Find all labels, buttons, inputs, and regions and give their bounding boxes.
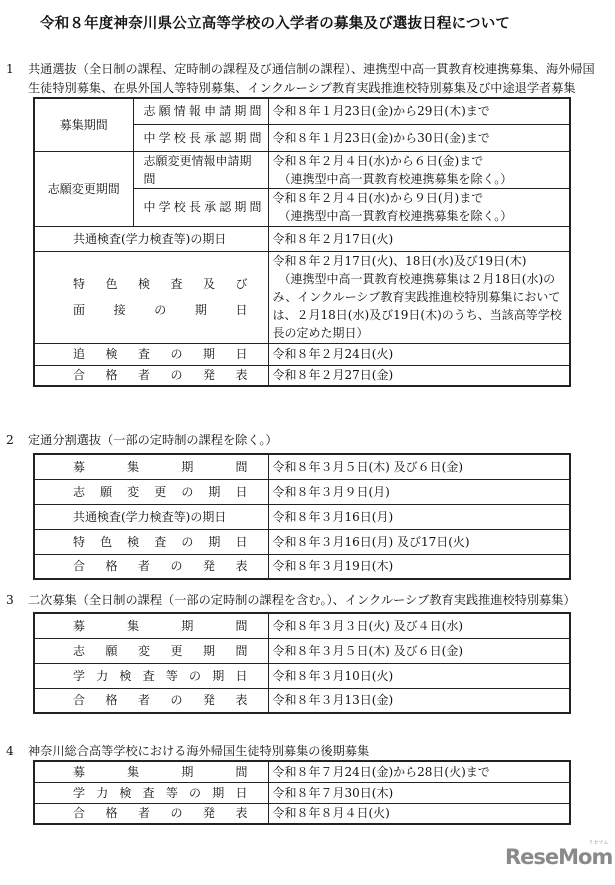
row-value: 令和８年３月５日(木) 及び６日(金) bbox=[268, 638, 570, 663]
row-label: 合格者の発表 bbox=[34, 554, 268, 579]
row-value: 令和８年１月23日(金)から29日(木)まで bbox=[268, 98, 570, 124]
row-value: 令和８年３月３日(火) 及び４日(水) bbox=[268, 613, 570, 638]
table-row bbox=[34, 479, 570, 504]
table-row bbox=[34, 226, 570, 251]
table-row bbox=[34, 638, 570, 663]
resemom-watermark-logo: リセマム ReseMom bbox=[505, 840, 613, 869]
table-row bbox=[34, 365, 570, 386]
section-1-table bbox=[33, 97, 571, 387]
row-value: 令和８年１月23日(金)から30日(金)まで bbox=[268, 124, 570, 151]
row-value: 令和８年２月４日(水)から９日(月)まで （連携型中高一貫教育校連携募集を除く。） bbox=[268, 188, 570, 226]
table-row bbox=[34, 688, 570, 713]
row-label: 志願変更期間 bbox=[34, 638, 268, 663]
row-value: 令和８年２月４日(水)から６日(金)まで （連携型中高一貫教育校連携募集を除く。） bbox=[268, 151, 570, 188]
row-label: 合格者の発表 bbox=[34, 365, 268, 386]
row-label: 志願変更情報申請期間 bbox=[133, 151, 268, 188]
row-value: 令和８年２月24日(火) bbox=[268, 343, 570, 365]
table-row bbox=[34, 98, 570, 124]
row-value: 令和８年３月16日(月) 及び17日(火) bbox=[268, 529, 570, 554]
row-label: 合格者の発表 bbox=[34, 803, 268, 824]
row-label: 学力検査等の期日 bbox=[34, 663, 268, 688]
section-2-heading: 2 定通分割選抜（一部の定時制の課程を除く。） bbox=[6, 433, 278, 447]
table-row bbox=[34, 504, 570, 529]
row-label: 共通検査(学力検査等)の期日 bbox=[34, 504, 268, 529]
row-value: 令和８年７月24日(金)から28日(火)まで bbox=[268, 761, 570, 782]
table-row bbox=[34, 803, 570, 824]
row-label: 学力検査等の期日 bbox=[34, 782, 268, 803]
row-value: 令和８年３月10日(火) bbox=[268, 663, 570, 688]
row-value: 令和８年７月30日(木) bbox=[268, 782, 570, 803]
table-row bbox=[34, 251, 570, 343]
section-3-heading: 3 二次募集（全日制の課程（一部の定時制の課程を含む。）、インクルーシブ教育実践推進校特別募集） bbox=[6, 593, 576, 607]
row-label: 中学校長承認期間 bbox=[133, 124, 268, 151]
row-label: 共通検査(学力検査等)の期日 bbox=[34, 226, 268, 251]
row-value: 令和８年３月16日(月) bbox=[268, 504, 570, 529]
row-value: 令和８年２月27日(金) bbox=[268, 365, 570, 386]
row-label: 志願情報申請期間 bbox=[133, 98, 268, 124]
row-label: 中学校長承認期間 bbox=[133, 188, 268, 226]
group-label: 募集期間 bbox=[34, 98, 133, 151]
page-title: 令和８年度神奈川県公立高等学校の入学者の募集及び選抜日程について bbox=[40, 16, 511, 32]
row-label: 志願変更の期日 bbox=[34, 479, 268, 504]
row-label: 募集期間 bbox=[34, 761, 268, 782]
table-row bbox=[34, 529, 570, 554]
table-row bbox=[34, 782, 570, 803]
table-row bbox=[34, 613, 570, 638]
row-label: 追検査の期日 bbox=[34, 343, 268, 365]
table-row bbox=[34, 343, 570, 365]
section-1-heading: 1 共通選抜（全日制の課程、定時制の課程及び通信制の課程）、連携型中高一貫教育校連携募集、海外帰国 生徒特別募集、在県外国人等特別募集、インクルーシブ教育実践推進校特別募集及び中途退学者募集 bbox=[6, 62, 595, 95]
table-row bbox=[34, 761, 570, 782]
row-value: 令和８年３月19日(木) bbox=[268, 554, 570, 579]
section-2-table bbox=[33, 453, 571, 580]
row-label: 募集期間 bbox=[34, 613, 268, 638]
table-row bbox=[34, 151, 570, 188]
group-label: 志願変更期間 bbox=[34, 151, 133, 226]
section-4-table bbox=[33, 760, 571, 825]
table-row bbox=[34, 454, 570, 479]
row-value: 令和８年３月５日(木) 及び６日(金) bbox=[268, 454, 570, 479]
row-label: 特色検査の期日 bbox=[34, 529, 268, 554]
table-row bbox=[34, 663, 570, 688]
table-row bbox=[34, 554, 570, 579]
section-4-heading: 4 神奈川総合高等学校における海外帰国生徒特別募集の後期募集 bbox=[6, 744, 370, 758]
row-value: 令和８年２月17日(火) bbox=[268, 226, 570, 251]
row-value: 令和８年８月４日(火) bbox=[268, 803, 570, 824]
row-value: 令和８年２月17日(火)、18日(水)及び19日(木) （連携型中高一貫教育校連携募集は２月18日(水)のみ、インクルーシブ教育実践推進校特別募集においては、２月18日(水)及び19日(木)のうち、当該高等学校長の定めた期日） bbox=[268, 251, 570, 343]
row-label: 合格者の発表 bbox=[34, 688, 268, 713]
row-label: 募集期間 bbox=[34, 454, 268, 479]
row-value: 令和８年３月13日(金) bbox=[268, 688, 570, 713]
section-3-table bbox=[33, 612, 571, 714]
row-label: 特色検査及び 面接の期日 bbox=[34, 251, 268, 343]
row-value: 令和８年３月９日(月) bbox=[268, 479, 570, 504]
